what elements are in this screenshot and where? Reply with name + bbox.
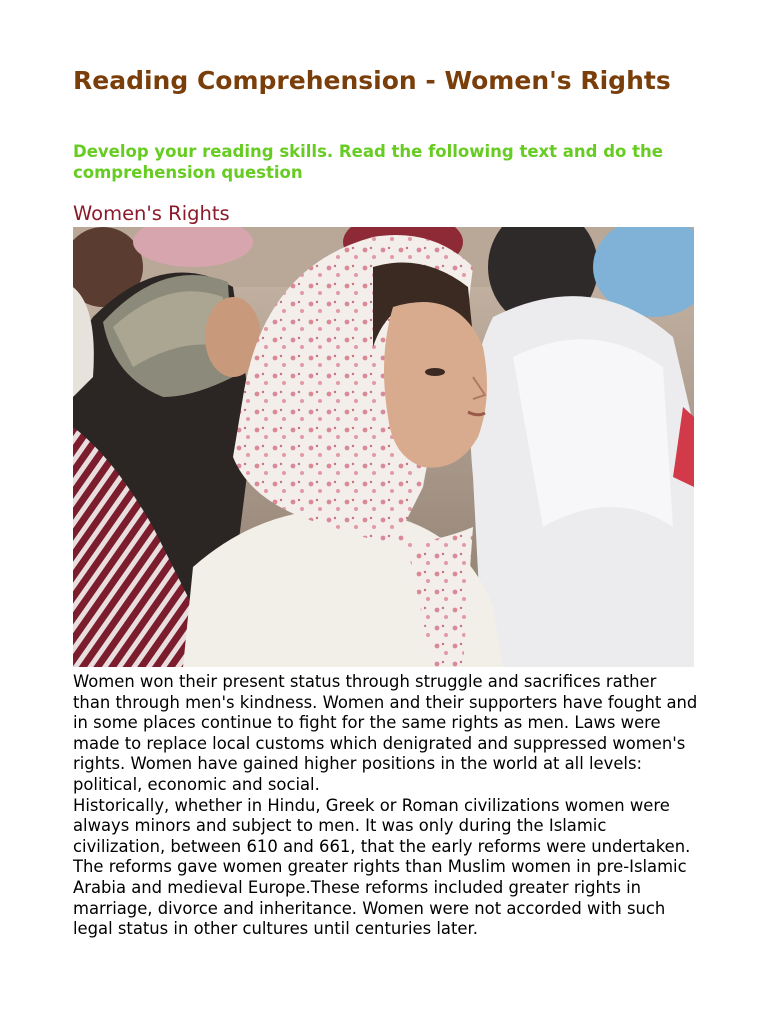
intro-instructions: Develop your reading skills. Read the following text and do the comprehension question — [73, 142, 663, 182]
women-in-headscarves-illustration — [73, 227, 694, 667]
article-body — [73, 672, 698, 940]
article-photo — [73, 227, 694, 667]
paragraph-2: Historically, whether in Hindu, Greek or Roman civilizations women were always minors and subject to men. It was only during the Islamic civilization, between 610 and 661, that the early reforms were undertaken. The reforms gave women greater rights than Muslim women in pre-Islamic Arabia and medieval Europe.These reforms included greater rights in marriage, divorce and inheritance. Women were not accorded with such legal status in other cultures until centuries later. — [73, 795, 691, 939]
article-subtitle: Women's Rights — [73, 202, 230, 225]
paragraph-1: Women won their present status through struggle and sacrifices rather than through men's kindness. Women and their supporters have fought and in some places continue to fight for the same rights as men. Laws were made to replace local customs which denigrated and suppressed women's rights. Women have gained higher positions in the world at all levels: political, economic and social. — [73, 672, 698, 794]
page-title: Reading Comprehension - Women's Rights — [73, 66, 671, 95]
